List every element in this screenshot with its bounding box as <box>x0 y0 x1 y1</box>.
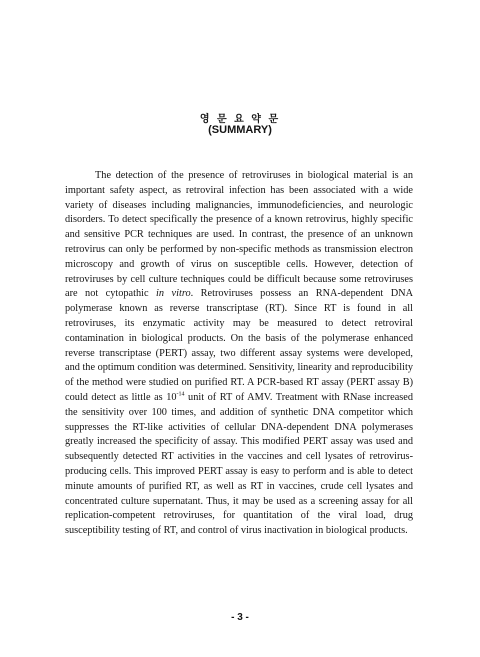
korean-heading: 영 문 요 약 문 <box>199 114 281 125</box>
exponent: -14 <box>176 391 185 398</box>
paragraph-text-3: unit of RT of AMV. Treatment with RNase increased the sensitivity over 100 times, and addition of synthetic DNA competitor which suppresses the RT-like activities of cellular DNA-dependent DNA polymerases greatly increased the specificity of assay. This modified PERT assay was used and subsequently detected RT activities in the vaccines and cell lysates of retrovirus-producing cells. This improved PERT assay is easy to perform and is able to detect minute amounts of purified RT, as well as RT in vaccines, crude cell lysates and concentrated culture supernatant. Thus, it may be used as a screening assay for all replication-competent retroviruses, for quantitation of the viral load, drug susceptibility testing of RT, and control of virus inactivation in biological products. <box>65 391 414 537</box>
summary-paragraph <box>65 169 413 539</box>
italic-term: in vitro <box>156 288 191 300</box>
page-number: - 3 - <box>231 612 249 623</box>
paragraph-text-1: The detection of the presence of retroviruses in biological material is an important safety aspect, as retroviral infection has been associated with a wide variety of diseases including malignancies, immunodeficiencies, and neurologic disorders. To detect specifically the presence of a known retrovirus, highly specific and sensitive PCR techniques are used. In contrast, the presence of an unknown retrovirus can only be performed by non-specific methods as transmission electron microscopy and growth of virus on susceptible cells. However, detection of retroviruses by cell culture techniques could be difficult because some retroviruses are not cytopathic <box>65 170 413 300</box>
summary-heading: (SUMMARY) <box>208 124 272 136</box>
paragraph-text-2: . Retroviruses possess an RNA-dependent DNA polymerase known as reverse transcriptase (RT). Since RT is found in all retroviruses, its enzymatic activity may be measured to detect retroviral contamination in biological products. On the basis of the polymerase enhanced reverse transcriptase (PERT) assay, two different assay systems were developed, and the optimum condition was determined. Sensitivity, linearity and reproducibility of the method were studied on purified RT. A PCR-based RT assay (PERT assay B) could detect as little as 10 <box>65 288 414 403</box>
